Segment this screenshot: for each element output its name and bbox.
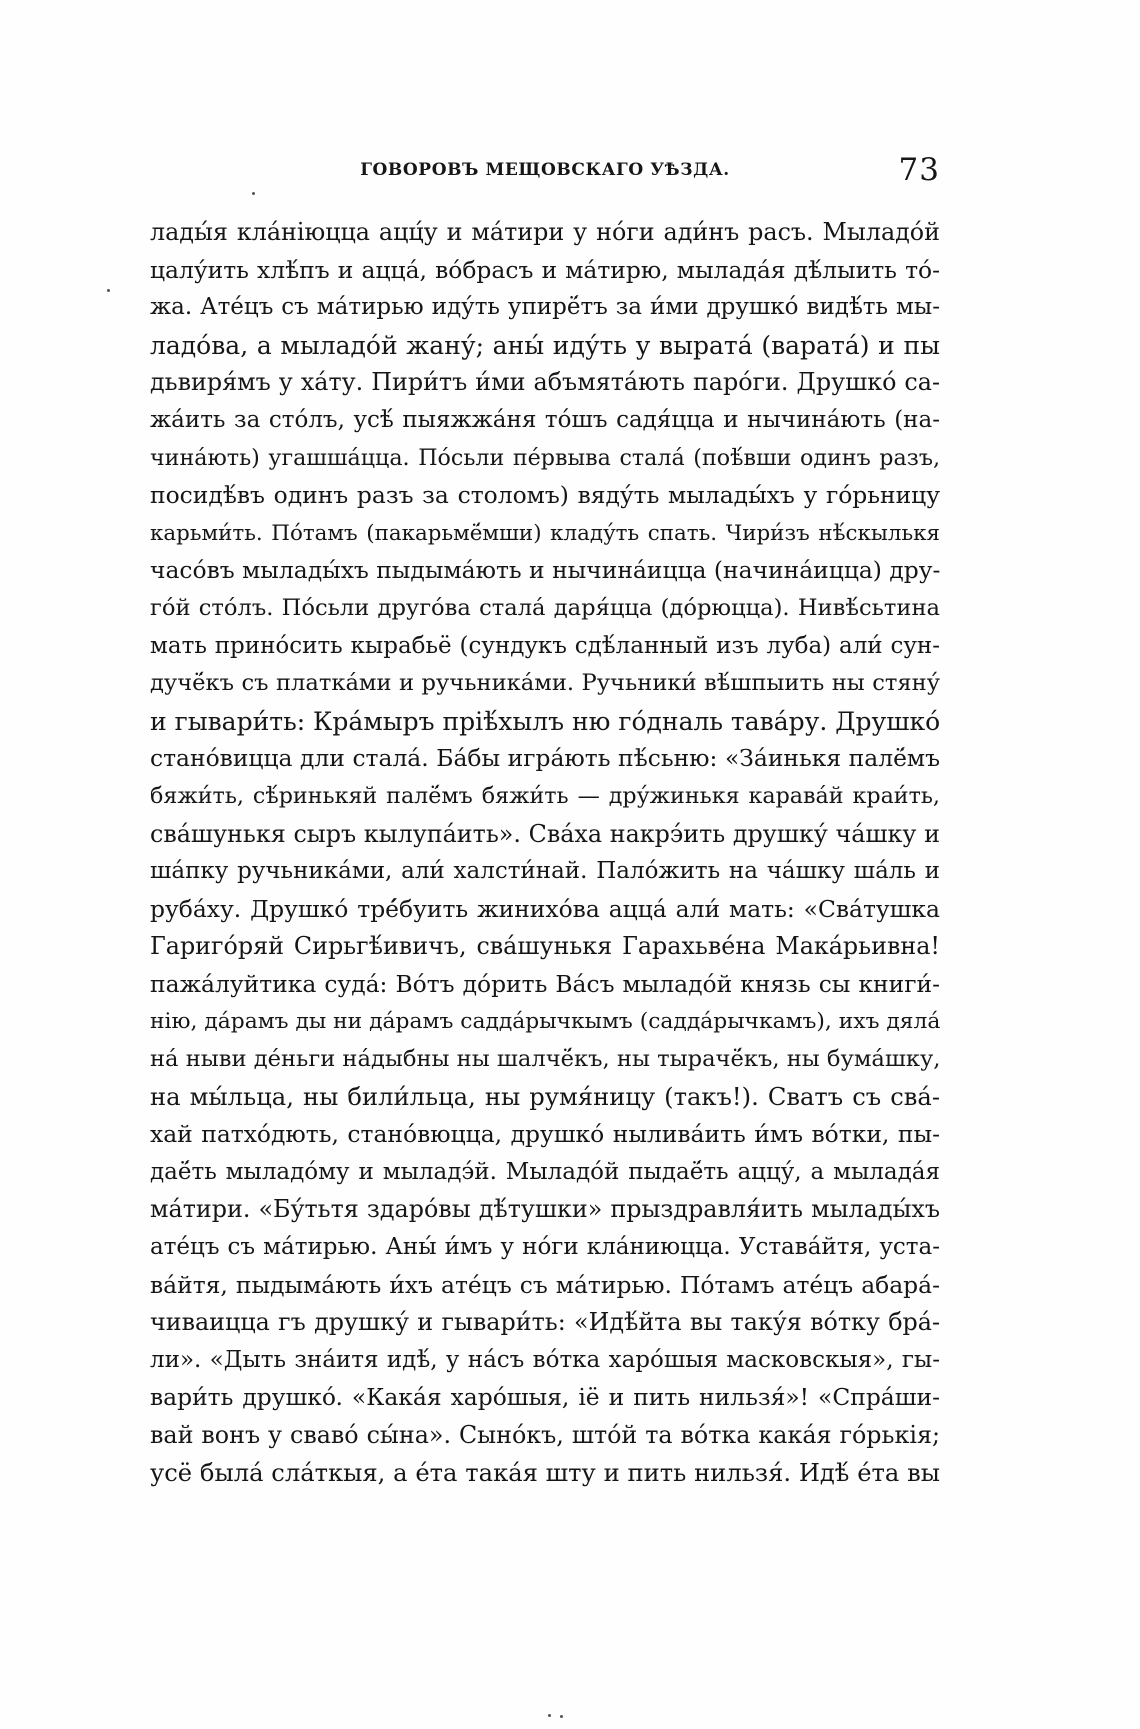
text-line: на мы́льца, ны били́льца, ны румя́ницу (такъ!). Сватъ съ свá- xyxy=(150,1082,940,1111)
text-line: дьвиря́мъ у хáту. Пири́тъ и́ми абъмятáють парóги. Друшкó са- xyxy=(150,368,940,397)
text-line: жа. Атéцъ съ мáтирью иду́ть упирё́тъ за и́ми друшкó видѣ́ть мы- xyxy=(150,294,940,321)
text-line: и гывари́ть: Крáмыръ пріѣ́хылъ ню гóдналь тавáру. Друшкó xyxy=(150,706,940,736)
text-line: посидѣ́въ одинъ разъ за столомъ) вяду́ть мылады́хъ у гóрьницу xyxy=(150,481,940,510)
text-line: жáить за стóлъ, усѣ́ пыяжжáня тóшъ садя́цца и нычинáють (на- xyxy=(150,406,940,433)
text-line: атéцъ съ мáтирью. Аны́ и́мъ у нóги клáниюцца. Уставáйтя, уста- xyxy=(150,1234,940,1261)
text-line: мать принóсить кырабьё (сундукъ сдѣ́ланный изъ луба) али́ сун- xyxy=(150,632,940,659)
page-header xyxy=(150,152,940,192)
text-line: свáшунькя сыръ кылупáить». Свáха накрэ́ить друшку́ чáшку и xyxy=(150,819,940,848)
text-line: Гаригóряй Сирьгѣ́ивичъ, свáшунькя Гарахьвéна Макáрьивна! xyxy=(150,932,940,961)
text-line: гóй стóлъ. Пóсьли другóва сталá даря́цца (дóрюцца). Нивѣ́сьтина xyxy=(150,594,940,621)
print-speck xyxy=(560,1715,563,1718)
print-speck xyxy=(252,192,255,195)
text-line: ладóва, а мыладóй жану́; аны́ иду́ть у выратá (варатá) и пы xyxy=(150,330,940,360)
text-line: бяжи́ть, сѣ́ринькяй палё́мъ бяжи́ть — дру́жинькя каравáй краи́ть, xyxy=(150,782,940,809)
text-line: пажáлуйтика судá: Вóтъ дóрить Вáсъ мыладóй князь сы книги́- xyxy=(150,969,940,998)
text-line: лады́я кла́ніюцца ацц́у и ма́тири у но́ги ади́нъ расъ. Мыладо́й xyxy=(150,218,940,246)
text-line: дучё́къ съ платкáми и ручьникáми. Ручьники́ вѣ́шпыить ны стяну́ xyxy=(150,670,940,697)
text-line: часóвъ мылады́хъ пыдымáють и нычинáицца (начинáицца) дру- xyxy=(150,556,940,585)
text-line: нію, дáрамъ ды ни дáрамъ саддáрычкымъ (саддáрычкамъ), ихъ дялá xyxy=(150,1009,940,1035)
text-line: вари́ть друшкó. «Какáя харóшыя, іё и пить нильзя́»! «Спрáши- xyxy=(150,1383,940,1412)
print-speck xyxy=(107,289,110,292)
text-line: даё́ть мыладóму и мыладэ́й. Мыладóй пыдаё́ть аццу́, а мыладáя xyxy=(150,1158,940,1185)
body-text xyxy=(150,214,940,1492)
text-line: чиваицца гъ друшку́ и гывари́ть: «Идѣ́йта вы таку́я вóтку брá- xyxy=(150,1308,940,1337)
text-line: мáтири. «Бу́тьтя здарóвы дѣ́тушки» прыздравля́ить мылады́хъ xyxy=(150,1195,940,1224)
text-line: рубáху. Друшкó трé́буить жинихóва аццá али́ мать: «Свáтушка xyxy=(150,894,940,923)
text-line: карьми́ть. Пóтамъ (пакарьмё́мши) кладу́ть спать. Чири́зъ нѣ́скылькя xyxy=(150,520,940,546)
text-line: вáйтя, пыдымáють и́хъ атéцъ съ мáтирью. Пóтамъ атéцъ абарá- xyxy=(150,1270,940,1299)
text-line: нá ныви дéньги нáдыбны ны шалчё́къ, ны тырачё́къ, ны бумáшку, xyxy=(150,1046,940,1073)
text-line: станóвицца дли сталá. Бáбы игрáють пѣ́сьню: «Зáинькя палё́мъ xyxy=(150,744,940,773)
print-speck xyxy=(548,1714,551,1717)
page-number: 73 xyxy=(898,152,940,188)
text-line: хай патхóдють, станóвюцца, друшкó ныливáить и́мъ вóтки, пы- xyxy=(150,1120,940,1149)
text-line: шáпку ручьникáми, али́ халсти́най. Палóжить на чáшку шáль и xyxy=(150,858,940,885)
text-line: усё былá слáткыя, а éта такáя шту и пить нильзя́. Идѣ́ éта вы xyxy=(150,1458,940,1487)
running-title: ГОВОРОВЪ МЕЩОВСКАГО УѢЗДА. xyxy=(360,160,730,180)
text-line: вай вонъ у свавó сы́на». Сынóкъ, штóй та вóтка какáя гóрькія; xyxy=(150,1421,940,1449)
text-line: ли». «Дыть знáитя идѣ́, у нáсъ вóтка харóшыя масковскыя», гы- xyxy=(150,1346,940,1373)
text-line: цалу́ить хлѣ́пъ и аццá, вóбрасъ и мáтирю, мыладáя дѣ́лыить тó- xyxy=(150,255,940,284)
text-line: чинáють) угашшáцца. Пóсьли пéрвыва сталá (поѣ́вши одинъ разъ, xyxy=(150,444,940,471)
